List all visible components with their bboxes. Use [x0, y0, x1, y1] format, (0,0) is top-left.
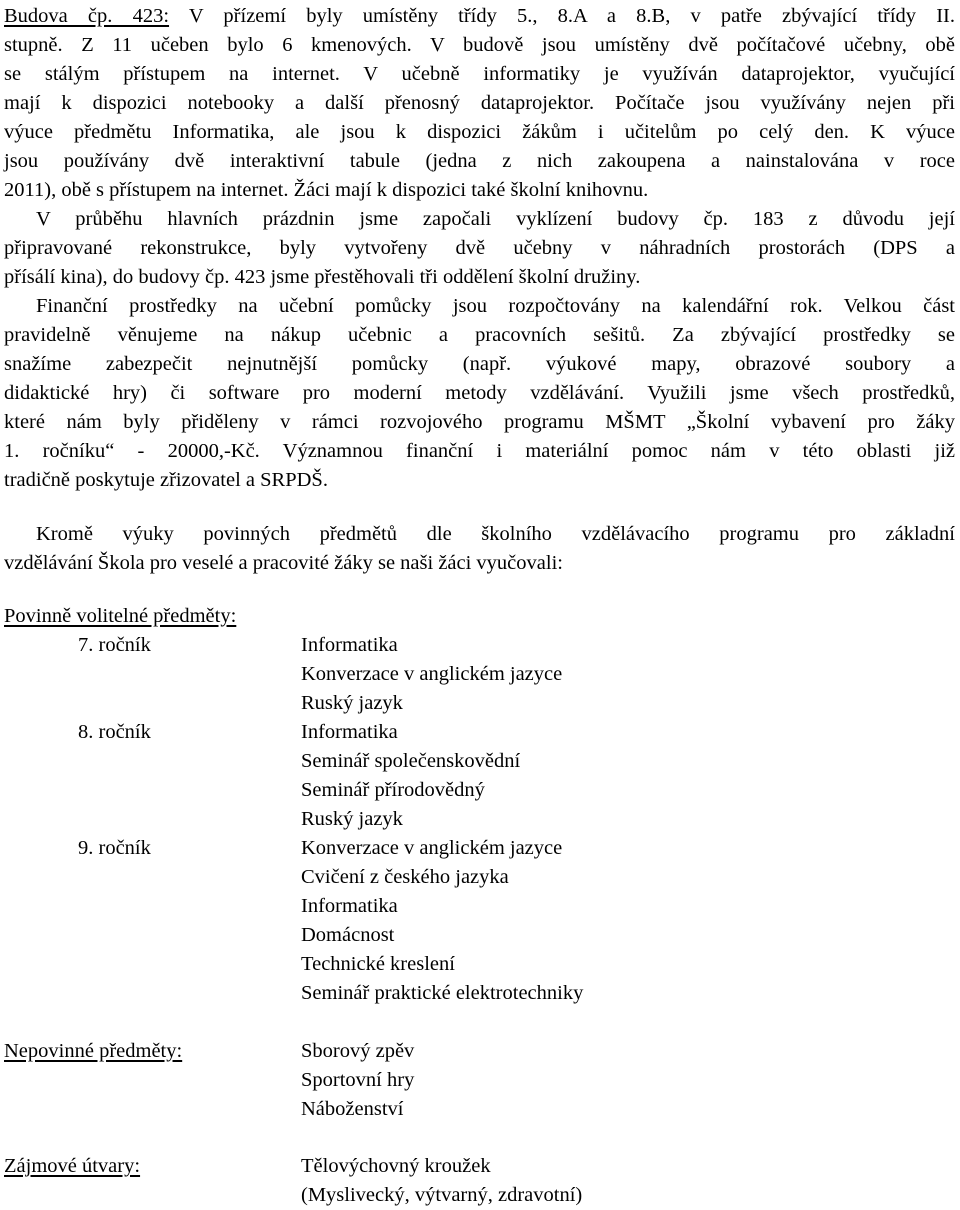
subject-item: Ruský jazyk [301, 692, 403, 714]
subject-item: Seminář praktické elektrotechniky [301, 982, 584, 1004]
section-heading: Povinně volitelné předměty: [4, 605, 237, 627]
grade-label: 7. ročník [78, 634, 151, 656]
text-line: Kromě výuky povinných předmětů dle školního vzdělávacího programu pro základní [36, 523, 955, 545]
subject-item: Domácnost [301, 924, 395, 946]
text-line: přísálí kina), do budovy čp. 423 jsme přestěhovali tři oddělení školní družiny. [4, 266, 641, 288]
section-heading: Zájmové útvary: [4, 1155, 141, 1177]
text-line: 2011), obě s přístupem na internet. Žáci mají k dispozici také školní knihovnu. [4, 179, 649, 201]
subject-item: Cvičení z českého jazyka [301, 866, 509, 888]
subject-item: Seminář společenskovědní [301, 750, 521, 772]
subject-item: Technické kreslení [301, 953, 455, 975]
subject-item: Ruský jazyk [301, 808, 403, 830]
subject-item: (Myslivecký, výtvarný, zdravotní) [301, 1184, 583, 1206]
text-line: výuce předmětu Informatika, ale jsou k dispozici žákům i učitelům po celý den. K výuce [4, 121, 955, 143]
subject-item: Sborový zpěv [301, 1040, 415, 1062]
subject-item: Seminář přírodovědný [301, 779, 485, 801]
text-line: připravované rekonstrukce, byly vytvořeny dvě učebny v náhradních prostorách (DPS a [4, 237, 955, 259]
subject-item: Konverzace v anglickém jazyce [301, 837, 563, 859]
grade-label: 9. ročník [78, 837, 151, 859]
text-line: V průběhu hlavních prázdnin jsme započali vyklízení budovy čp. 183 z důvodu její [36, 208, 955, 230]
text-line: stupně. Z 11 učeben bylo 6 kmenových. V budově jsou umístěny dvě počítačové učebny, obě [4, 34, 955, 56]
subject-item: Tělovýchovný kroužek [301, 1155, 491, 1177]
grade-label: 8. ročník [78, 721, 151, 743]
section-heading: Nepovinné předměty: [4, 1040, 183, 1062]
text-line: snažíme zabezpečit nejnutnější pomůcky (např. výukové mapy, obrazové soubory a [4, 353, 955, 375]
text-line: tradičně poskytuje zřizovatel a SRPDŠ. [4, 469, 328, 491]
subject-item: Konverzace v anglickém jazyce [301, 663, 563, 685]
text-line: mají k dispozici notebooky a další přenosný dataprojektor. Počítače jsou využívány nejen při [4, 92, 955, 114]
subject-item: Informatika [301, 721, 398, 743]
building-title: Budova čp. 423: [4, 5, 170, 27]
subject-item: Informatika [301, 634, 398, 656]
text-line: 1. ročníku“ - 20000,-Kč. Významnou finanční i materiální pomoc nám v této oblasti již [4, 440, 955, 462]
text-line: jsou používány dvě interaktivní tabule (jedna z nich zakoupena a nainstalována v roce [4, 150, 955, 172]
text-line: pravidelně věnujeme na nákup učebnic a pracovních sešitů. Za zbývající prostředky se [4, 324, 955, 346]
text-line: se stálým přístupem na internet. V učebně informatiky je využíván dataprojektor, vyučující [4, 63, 955, 85]
text-line: didaktické hry) či software pro moderní metody vzdělávání. Využili jsme všech prostředků, [4, 382, 955, 404]
subject-item: Náboženství [301, 1098, 404, 1120]
subject-item: Sportovní hry [301, 1069, 415, 1091]
text-line: které nám byly přiděleny v rámci rozvojového programu MŠMT „Školní vybavení pro žáky [4, 411, 955, 433]
text-line: Budova čp. 423: V přízemí byly umístěny třídy 5., 8.A a 8.B, v patře zbývající třídy II. [4, 5, 955, 27]
text-line: Finanční prostředky na učební pomůcky jsou rozpočtovány na kalendářní rok. Velkou část [36, 295, 955, 317]
subject-item: Informatika [301, 895, 398, 917]
text-line: vzdělávání Škola pro veselé a pracovité žáky se naši žáci vyučovali: [4, 552, 563, 574]
